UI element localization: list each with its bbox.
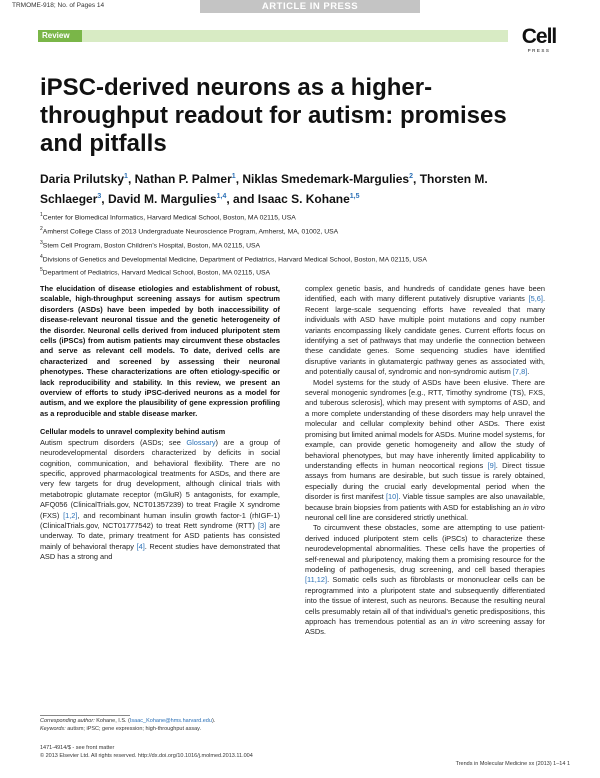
footnote-divider (40, 715, 130, 716)
author-affiliation-mark: 1 (124, 173, 128, 180)
author-separator: , (235, 172, 243, 186)
intro-paragraph: Autism spectrum disorders (ASDs; see Glossary) are a group of neurodevelopmental disorders characterized by deficits in social cognition, communication, and behavioral flexibility. There are no specific, approved pharmacological treatments for ASDs, and there are very few targets for drug development, although clinical trials with metabotropic glutamate receptor (mGluR) 5 antagonists, for example, AFQ056 (ClinicalTrials.gov, NCT01357239) to treat Fragile X syndrome (FXS) [1,2], and recombinant human insulin growth factor-1 (rhIGF-1) (ClinicalTrials.gov, NCT01777542) to treat Rett syndrome (RTT) [3] are underway. To date, primary treatment for ASD patients has consisted mainly of behavioral therapy [4]. Recent studies have demonstrated that ASD has a strong and (40, 437, 280, 562)
citation-link[interactable]: [10] (386, 492, 399, 502)
top-header-bar (0, 0, 600, 14)
section-band (38, 30, 508, 42)
author-separator: , and (226, 192, 258, 206)
citation-link[interactable]: [4] (136, 541, 145, 551)
author-affiliation-mark: 2 (409, 173, 414, 180)
citation-link[interactable]: [9] (487, 460, 496, 470)
keywords: Keywords: autism; iPSC; gene expression; high-throughput assay. (40, 726, 202, 732)
affiliation-text: Amherst College Class of 2013 Undergraduate Neuroscience Program, Amherst, MA, 01002, USA (42, 228, 339, 236)
citation-link[interactable]: [1,2] (63, 510, 78, 520)
glossary-link[interactable]: Glossary (186, 437, 216, 447)
author-separator: , (127, 172, 135, 186)
issn-copyright (40, 744, 280, 760)
affiliation-text: Center for Biomedical Informatics, Harvard Medical School, Boston, MA 02115, USA (42, 214, 296, 222)
affiliation-line (40, 265, 570, 279)
affiliation-text: Department of Pediatrics, Harvard Medical School, Boston, MA 02115, USA (42, 269, 271, 277)
article-title: iPSC-derived neurons as a higher-throughput readout for autism: promises and pitfalls (40, 74, 507, 157)
affiliation-number: 1 (40, 212, 43, 218)
affiliation-text: Stem Cell Program, Boston Children's Hospital, Boston, MA 02115, USA (42, 241, 261, 249)
logo-cell-text: Cell (521, 25, 557, 48)
author-name: Niklas Smedemark-Margulies (242, 172, 410, 186)
left-column (40, 284, 280, 563)
author-separator: , (413, 172, 420, 186)
author-name: Nathan P. Palmer (134, 172, 232, 186)
citation-link[interactable]: [7,8] (512, 367, 528, 377)
citation-link[interactable]: [11,12] (305, 575, 328, 585)
issn: 1471-4914/$ - see front matter (40, 745, 115, 751)
paragraph-model-systems: Model systems for the study of ASDs have been elusive. There are several monogenic syndromes [e.g., RTT, Timothy syndrome (TS), FXS, and tuberous sclerosis], which may present with symptoms of ASD, and a more complete understanding of these disorders may help unravel the molecular and cellular complexity behind other ASDs. There exist promising but limited animal models for ASDs. Murine model systems, for example, can provide genetic homogeneity and allow the study of behavioral phenotypes, but may have inherently limited applicability to understanding effects in human neocortical regions [9]. Direct tissue assays from humans are desirable, but such tissue is rarely obtained, especially during the crucial early developmental period when the disorder is first manifest [10]. Viable tissue samples are also unavailable, because brain biopsies from patients with ASD for establishing an in vitro neuronal cell line are considered strictly unethical. (305, 377, 545, 522)
affiliation-number: 2 (40, 225, 43, 232)
affiliation-line (40, 238, 570, 252)
author-affiliation-mark: 1 (231, 173, 236, 180)
affiliation-text: Divisions of Genetics and Developmental Medicine, Department of Pediatrics, Harvard Medical School, Boston, MA 02115, USA (42, 255, 427, 263)
affiliation-number: 3 (40, 239, 43, 246)
author-name: Thorsten M. Schlaeger (40, 172, 488, 206)
section-heading: Cellular models to unravel complexity behind autism (40, 427, 226, 437)
citation-link[interactable]: [5,6] (528, 294, 543, 304)
author-separator: , (101, 192, 108, 206)
manuscript-code: TRMOME-918; No. of Pages 14 (12, 2, 105, 9)
author-list (40, 168, 510, 208)
affiliation-number: 5 (40, 267, 43, 274)
author-name: Daria Prilutsky (40, 172, 125, 186)
affiliation-line (40, 210, 570, 224)
corresponding-author: Corresponding author: Kohane, I.S. (Isaac_Kohane@hms.harvard.edu). (40, 718, 216, 724)
paragraph-genetics: complex genetic basis, and hundreds of candidate genes have been identified, each with many different putatively disruptive variants [5,6]. Recent large-scale sequencing efforts have revealed that many individuals with ASD have multiple point mutations and copy number variants encompassing likely candidate genes. Current efforts focus on identifying a set of pathways that may underlie the connection between these candidate genes. Some sequencing studies have identified disruptive variants in glutamatergic pathway genes as associated with, and potentially causal of, syndromic and non-syndromic autism [7,8]. (305, 284, 545, 377)
review-tag: Review (38, 30, 82, 42)
citation-link[interactable]: [3] (257, 520, 267, 530)
footnotes (40, 717, 280, 733)
email-link[interactable]: Isaac_Kohane@hms.harvard.edu (129, 718, 212, 724)
logo-press-text: PRESS (527, 48, 551, 53)
author-affiliation-mark: 1,4 (216, 193, 227, 200)
copyright-doi: © 2013 Elsevier Ltd. All rights reserved. http://dx.doi.org/10.1016/j.molmed.2013.11.004 (40, 753, 253, 759)
affiliation-number: 4 (40, 253, 43, 260)
article-in-press-banner: ARTICLE IN PRESS (200, 0, 420, 13)
right-column (305, 284, 545, 638)
abstract: The elucidation of disease etiologies and establishment of robust, scalable, high-throughput screening assays for autism spectrum disorders (ASDs) have been impeded by both inaccessibility of disease-relevant neuronal tissue and the genetic heterogeneity of the disorder. Neuronal cells derived from induced pluripotent stem cells (iPSCs) from autism patients may circumvent these obstacles and serve as relevant cell models. To date, derived cells are characterized and screened by assessing their neuronal phenotypes. These characterizations are often etiology-specific or lack reproducibility and stability. In this review, we present an overview of efforts to study iPSC-derived neurons as a model for autism, and we explore the plausibility of gene expression profiling as a reproducible and stable disease marker. (40, 284, 280, 418)
cell-press-logo (517, 26, 561, 58)
paragraph-ipsc: To circumvent these obstacles, some are attempting to use patient-derived induced pluripotent stem cells (iPSCs) to characterize these neurodevelopmental abnormalities. These cells have the properties of self-renewal and pluripotency, making them a promising resource for the modeling of pathogenesis, drug screening, and cell based therapies [11,12]. Somatic cells such as fibroblasts or mononuclear cells can be reprogrammed into a pluripotent state and subsequently differentiated into the tissue of interest, such as neurons. Because the resulting neural cells presumably retain all of that individual's genetic predispositions, this approach has tremendous potential as an in vitro screening assay for ASDs. (305, 523, 545, 637)
affiliation-line (40, 224, 570, 238)
author-name: David M. Margulies (107, 192, 217, 206)
author-affiliation-mark: 1,5 (349, 193, 360, 200)
author-affiliation-mark: 3 (97, 193, 102, 200)
journal-footer: Trends in Molecular Medicine xx (2013) 1–14 1 (455, 761, 570, 767)
author-name: Isaac S. Kohane (257, 192, 350, 206)
affiliation-line (40, 252, 570, 266)
affiliations (40, 210, 570, 279)
